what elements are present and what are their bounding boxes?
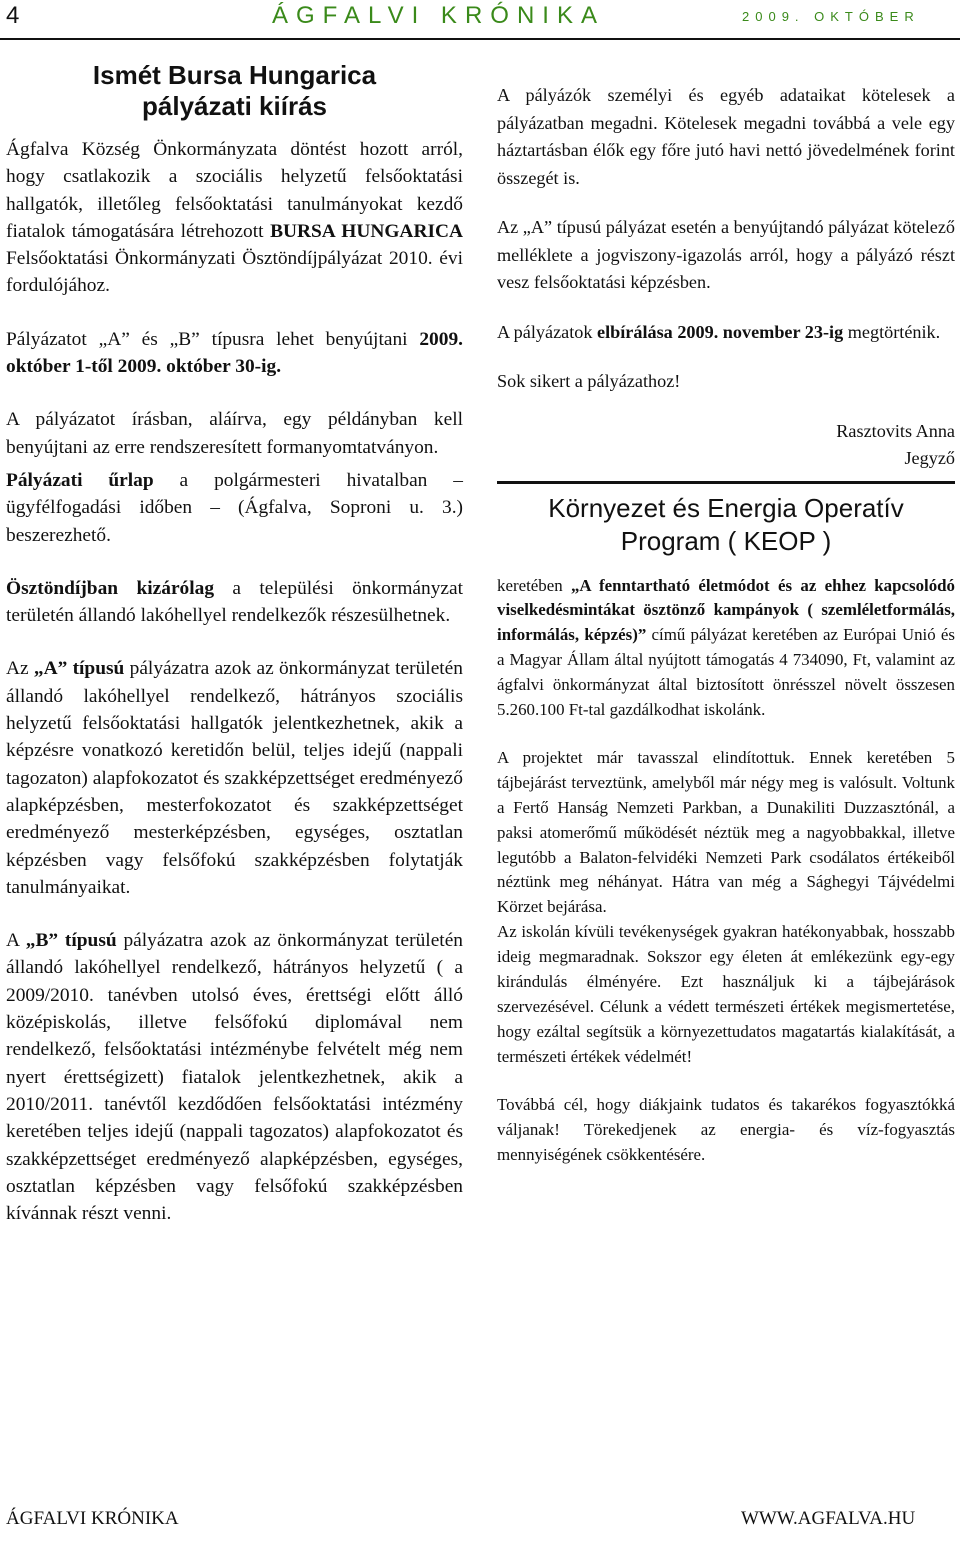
article-headline-bursa — [6, 60, 463, 122]
paragraph: A projektet már tavasszal elindítottuk. Ennek keretében 5 tájbejárást terveztünk, amelyből már négy meg is valósult. Voltunk a Fertő Hanság Nemzeti Parkban, a Dunakiliti Duzzasztónál, a paksi atomerőmű működését néztük meg a nagyobbakkal, illetve legutóbb a Balaton-felvidéki Nemzeti Park csodálatos értékeiből néztünk meg néhányat. Hátra van még a Sághegyi Tájvédelmi Körzet bejárása. — [497, 747, 955, 917]
bold-run: kizárólag — [136, 577, 215, 599]
section-rule — [497, 481, 955, 484]
headline-line-1: Ismét Bursa Hungarica — [92, 60, 377, 90]
paragraph — [6, 326, 463, 381]
text-run: a települési önkormányzat területén állandó lakóhellyel rendelkezők részesülhetnek. — [6, 577, 463, 627]
paragraph — [6, 927, 463, 1227]
text-run: Felsőoktatási Önkormányzati Ösztöndíjpályázat 2010. évi fordulójához. — [6, 248, 463, 297]
paragraph — [6, 575, 463, 630]
paragraph: Az „A” típusú pályázat esetén a benyújtandó pályázat kötelező melléklete a jogviszony-igazolás arról, hogy a pályázó részt vesz felsőoktatási képzésben. — [497, 217, 955, 292]
signature-name: Rasztovits Anna — [836, 420, 955, 441]
footer-publication: ÁGFALVI KRÓNIKA — [6, 1508, 179, 1529]
headline-line-1: Környezet és Energia Operatív — [548, 492, 904, 523]
left-column — [6, 52, 463, 1227]
right-column — [497, 82, 955, 1167]
paragraph — [6, 655, 463, 901]
text-run: A pályázatok — [497, 321, 597, 342]
bold-run: „A fenntartható életmódot és az ehhez kapcsolódó viselkedésmintákat ösztönző kampányok ( szemléletformálás, informálás, képzés)” — [497, 575, 955, 645]
text-run: Pályázatot „A” és „B” típusra lehet benyújtani — [6, 328, 420, 350]
text-run: keretében — [497, 575, 571, 595]
bold-run: „B” típusú — [25, 930, 117, 952]
page-number: 4 — [6, 2, 20, 29]
paragraph — [6, 136, 463, 300]
page-header — [0, 0, 960, 38]
bold-run: „A” típusú — [33, 658, 125, 680]
paragraph — [497, 319, 955, 347]
issue-date: 2009. OKTÓBER — [742, 9, 920, 24]
paragraph: Az iskolán kívüli tevékenységek gyakran hatékonyabbak, hosszabb ideig megmaradnak. Sokszor egy életen át emlékezünk egy-egy kirándulás élményére. Ezt használjuk ki a tájbejárások szervezésével. Célunk a védett természeti értékek megismertetése, hogy ezáltal segítsük a környezettudatos magatartás kialakítását, a természeti értékek védelmét! — [497, 922, 955, 1066]
bold-run: Pályázati űrlap — [6, 469, 154, 491]
article-headline-keop — [497, 492, 955, 558]
text-run: pályázatra azok az önkormányzat területén állandó lakóhellyel rendelkező, hátrányos szociális helyzetű felsőoktatási hallgatók jelentkezhetnek, akik a képzésre vonatkozó keretidőn belül, teljes idejű (nappali tagozaton) alapfokozatot és szakképzettséget eredményező alapképzésben, mesterfokozatot és szakképzettséget eredményező mesterképzésben, egységes, osztatlan képzésben vagy felsőfokú szakképzésben folytatják tanulmányaikat. — [6, 658, 463, 898]
headline-line-2: pályázati kiírás — [142, 91, 327, 121]
text-run: megtörténik. — [843, 321, 941, 342]
paragraph — [497, 574, 955, 723]
bold-run: BURSA HUNGARICA — [270, 220, 463, 242]
bold-run: Ösztöndíjban — [6, 577, 119, 599]
paragraph: A pályázók személyi és egyéb adataikat kötelesek a pályázatban megadni. Kötelesek megadni továbbá a vele egy háztartásban élők egy főre jutó havi nettó jövedelmének forint összegét is. — [497, 85, 955, 188]
footer-website[interactable]: WWW.AGFALVA.HU — [741, 1508, 916, 1529]
text-run: Az — [6, 658, 34, 680]
bold-run: 2009. október 1-től 2009. október 30-ig. — [6, 328, 463, 378]
headline-line-2: Program ( KEOP ) — [620, 525, 832, 556]
header-rule — [0, 38, 960, 40]
text-run: Ágfalva Község Önkormányzata döntést hozott arról, hogy csatlakozik a szociális helyzetű felsőoktatási hallgatók, illetőleg felsőoktatási tanulmányokat kezdő fiatalok támogatására létrehozott — [6, 139, 463, 242]
paragraph: Sok sikert a pályázathoz! — [497, 371, 681, 391]
paragraph — [6, 467, 463, 549]
text-run: című pályázat keretében az Európai Unió és a Magyar Állam által nyújtott támogatás 4 734090, Ft, valamint az ágfalvi önkormányzat által biztosított önrésszel növelt összesen 5.260.100 Ft-tal gazdálkodhat iskolánk. — [497, 625, 955, 720]
paragraph: A pályázatot írásban, aláírva, egy példányban kell benyújtani az erre rendszeresített formanyomtatványon. — [6, 409, 463, 458]
text-run: A — [6, 930, 26, 952]
signature-title: Jegyző — [904, 448, 955, 468]
bold-run: elbírálása 2009. november 23-ig — [597, 321, 844, 342]
publication-title: ÁGFALVI KRÓNIKA — [272, 2, 605, 29]
text-run: pályázatra azok az önkormányzat területén állandó lakóhellyel rendelkező, hátrányos helyzetű ( a 2009/2010. tanévben utolsó éves, érettségi előtt álló középiskolás, illetve felsőfokú diplomával nem rendelkező, felsőoktatási intézménybe felvételt még nem nyert érettségizett) fiatalok jelentkezhetnek, akik a 2010/2011. tanévtől kezdődően felsőoktatási intézmény keretében teljes idejű (nappali tagozatos) alapfokozatot és szakképzettséget eredményező alapképzésben, egységes, osztatlan képzésben vagy felsőfokú szakképzésben kívánnak részt venni. — [6, 930, 463, 1225]
text-run: a polgármesteri hivatalban – ügyfélfogadási időben – (Ágfalva, Soproni u. 3.) beszerezhető. — [6, 469, 463, 546]
paragraph: Továbbá cél, hogy diákjaink tudatos és takarékos fogyasztókká váljanak! Törekedjenek az energia- és víz-fogyasztás mennyiségének csökkentésére. — [497, 1094, 955, 1164]
